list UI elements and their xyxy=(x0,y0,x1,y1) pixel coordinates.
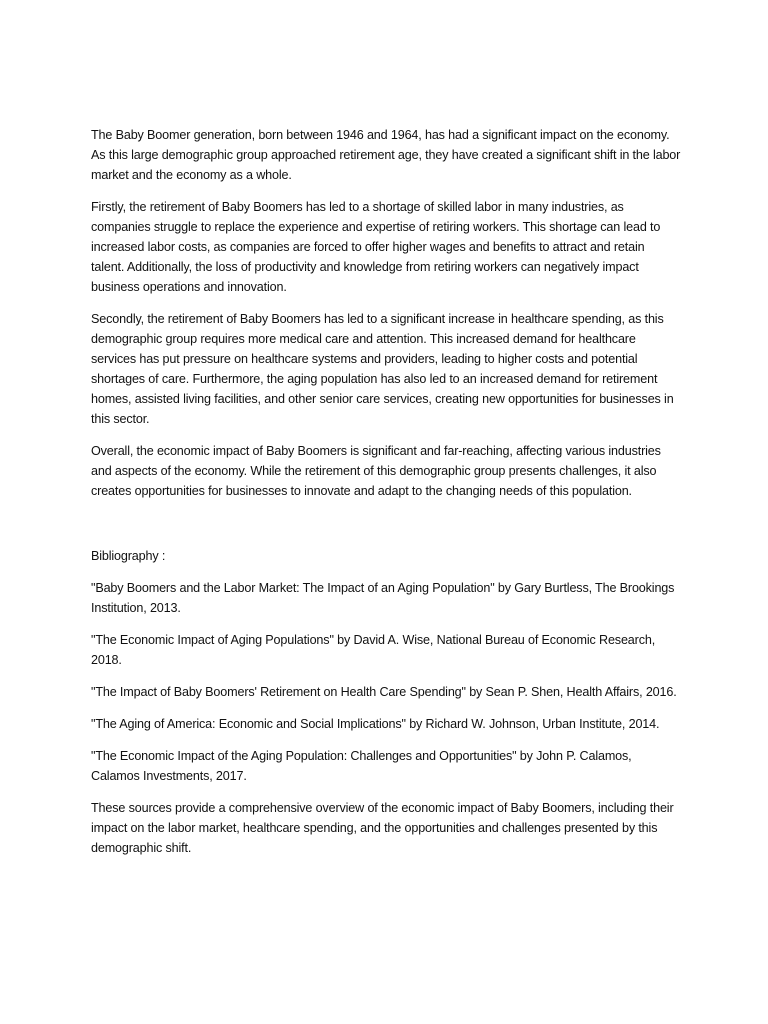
document-body xyxy=(91,125,681,870)
reference-item: "The Economic Impact of Aging Populations" by David A. Wise, National Bureau of Economic Research, 2018. xyxy=(91,633,656,667)
reference-item: "The Aging of America: Economic and Social Implications" by Richard W. Johnson, Urban Institute, 2014. xyxy=(91,717,660,731)
intro-paragraph: The Baby Boomer generation, born between 1946 and 1964, has had a significant impact on the economy. As this large demographic group approached retirement age, they have created a significant shift in the labor market and the economy as a whole. xyxy=(91,128,681,182)
closing-paragraph: These sources provide a comprehensive overview of the economic impact of Baby Boomers, including their impact on the labor market, healthcare spending, and the opportunities and challenges presented by this demographic shift. xyxy=(91,801,674,855)
bibliography-heading: Bibliography : xyxy=(91,549,166,563)
section-spacer xyxy=(91,513,681,546)
conclusion-paragraph: Overall, the economic impact of Baby Boomers is significant and far-reaching, affecting various industries and aspects of the economy. While the retirement of this demographic group presents challenges, it also creates opportunities for businesses to innovate and adapt to the changing needs of this population. xyxy=(91,444,661,498)
reference-item: "The Economic Impact of the Aging Population: Challenges and Opportunities" by John P. Calamos, Calamos Investments, 2017. xyxy=(91,749,632,783)
healthcare-paragraph: Secondly, the retirement of Baby Boomers has led to a significant increase in healthcare spending, as this demographic group requires more medical care and attention. This increased demand for healthcare services has put pressure on healthcare systems and providers, leading to higher costs and potential shortages of care. Furthermore, the aging population has also led to an increased demand for retirement homes, assisted living facilities, and other senior care services, creating new opportunities for businesses in this sector. xyxy=(91,312,674,426)
reference-item: "Baby Boomers and the Labor Market: The Impact of an Aging Population" by Gary Burtless, The Brookings Institution, 2013. xyxy=(91,581,675,615)
labor-paragraph: Firstly, the retirement of Baby Boomers has led to a shortage of skilled labor in many industries, as companies struggle to replace the experience and expertise of retiring workers. This shortage can lead to increased labor costs, as companies are forced to offer higher wages and benefits to attract and retain talent. Additionally, the loss of productivity and knowledge from retiring workers can negatively impact business operations and innovation. xyxy=(91,200,661,294)
reference-item: "The Impact of Baby Boomers' Retirement on Health Care Spending" by Sean P. Shen, Health Affairs, 2016. xyxy=(91,685,677,699)
